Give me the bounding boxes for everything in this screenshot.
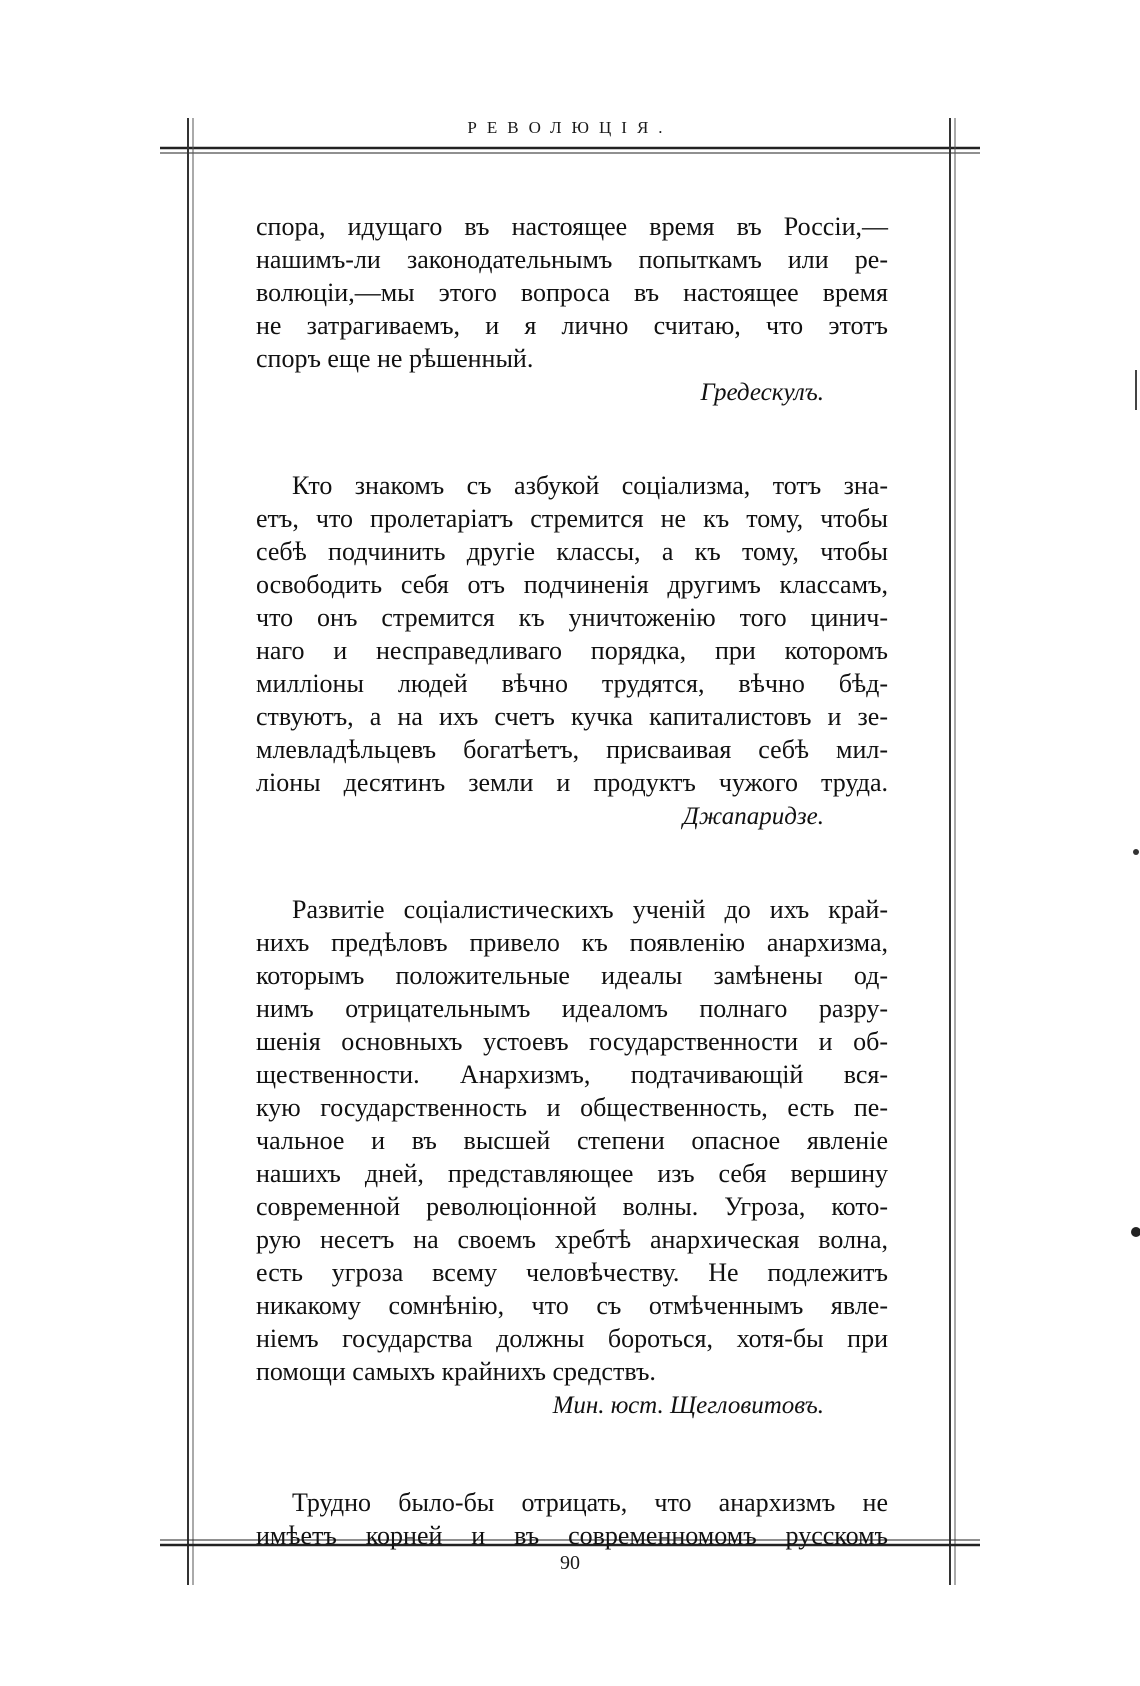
quote-paragraph-1 xyxy=(256,210,888,375)
text-line: волюціи,—мы этого вопроса въ настоящее время xyxy=(256,278,888,307)
text-line: что онъ стремится къ уничтоженію того цинич- xyxy=(256,603,888,632)
text-line: Развитіе соціалистическихъ ученій до ихъ край- xyxy=(292,895,888,924)
text-line: Кто знакомъ съ азбукой соціализма, тотъ зна- xyxy=(292,471,888,500)
quote-author-1: Гредескулъ. xyxy=(700,379,824,406)
text-line: ствуютъ, а на ихъ счетъ кучка капиталистовъ и зе- xyxy=(256,702,888,731)
text-line: помощи самыхъ крайнихъ средствъ. xyxy=(256,1357,656,1386)
text-line: не затрагиваемъ, и я лично считаю, что этотъ xyxy=(256,311,888,340)
quote-paragraph-4 xyxy=(256,1486,888,1552)
text-line: наго и несправедливаго порядка, при которомъ xyxy=(256,636,888,665)
text-line: рую несетъ на своемъ хребтѣ анархическая волна, xyxy=(256,1225,888,1254)
text-line: нихъ предѣловъ привело къ появленію анархизма, xyxy=(256,928,888,957)
quote-paragraph-2 xyxy=(256,469,888,799)
text-line: нимъ отрицательнымъ идеаломъ полнаго разру- xyxy=(256,994,888,1023)
text-line: щественности. Анархизмъ, подтачивающій вся- xyxy=(256,1060,888,1089)
quotations-block xyxy=(256,210,888,1552)
text-line: нашихъ дней, представляющее изъ себя вершину xyxy=(256,1159,888,1188)
text-line: есть угроза всему человѣчеству. Не подлежитъ xyxy=(256,1258,888,1287)
text-line: ніемъ государства должны бороться, хотя-бы при xyxy=(256,1324,888,1353)
page-number: 90 xyxy=(560,1552,580,1574)
text-line: спора, идущаго въ настоящее время въ Россіи,— xyxy=(256,212,888,241)
text-line: Трудно было-бы отрицать, что анархизмъ не xyxy=(292,1488,888,1517)
text-line: освободить себя отъ подчиненія другимъ классамъ, xyxy=(256,570,888,599)
text-line: споръ еще не рѣшенный. xyxy=(256,344,534,373)
text-line: которымъ положительные идеалы замѣнены од- xyxy=(256,961,888,990)
text-line: нашимъ-ли законодательнымъ попыткамъ или ре- xyxy=(256,245,888,274)
text-line: етъ, что пролетаріатъ стремится не къ тому, чтобы xyxy=(256,504,888,533)
text-line: ліоны десятинъ земли и продуктъ чужого труда. xyxy=(256,768,888,797)
quote-paragraph-3 xyxy=(256,893,888,1388)
text-line: млевладѣльцевъ богатѣетъ, присваивая себѣ мил- xyxy=(256,735,888,764)
text-line: себѣ подчинить другіе классы, а къ тому, чтобы xyxy=(256,537,888,566)
text-line: милліоны людей вѣчно трудятся, вѣчно бѣд- xyxy=(256,669,888,698)
running-head: РЕВОЛЮЦІЯ. xyxy=(467,118,673,137)
text-line: имѣетъ корней и въ современномомъ русскомъ xyxy=(256,1521,888,1550)
text-line: никакому сомнѣнію, что съ отмѣченнымъ явле- xyxy=(256,1291,888,1320)
quote-author-3: Мин. юст. Щегловитовъ. xyxy=(552,1392,824,1419)
text-line: чальное и въ высшей степени опасное явленіе xyxy=(256,1126,888,1155)
quote-author-2: Джапаридзе. xyxy=(682,803,824,830)
text-line: кую государственность и общественность, есть пе- xyxy=(256,1093,888,1122)
text-line: шенія основныхъ устоевъ государственности и об- xyxy=(256,1027,888,1056)
text-line: современной революціонной волны. Угроза, кото- xyxy=(256,1192,888,1221)
